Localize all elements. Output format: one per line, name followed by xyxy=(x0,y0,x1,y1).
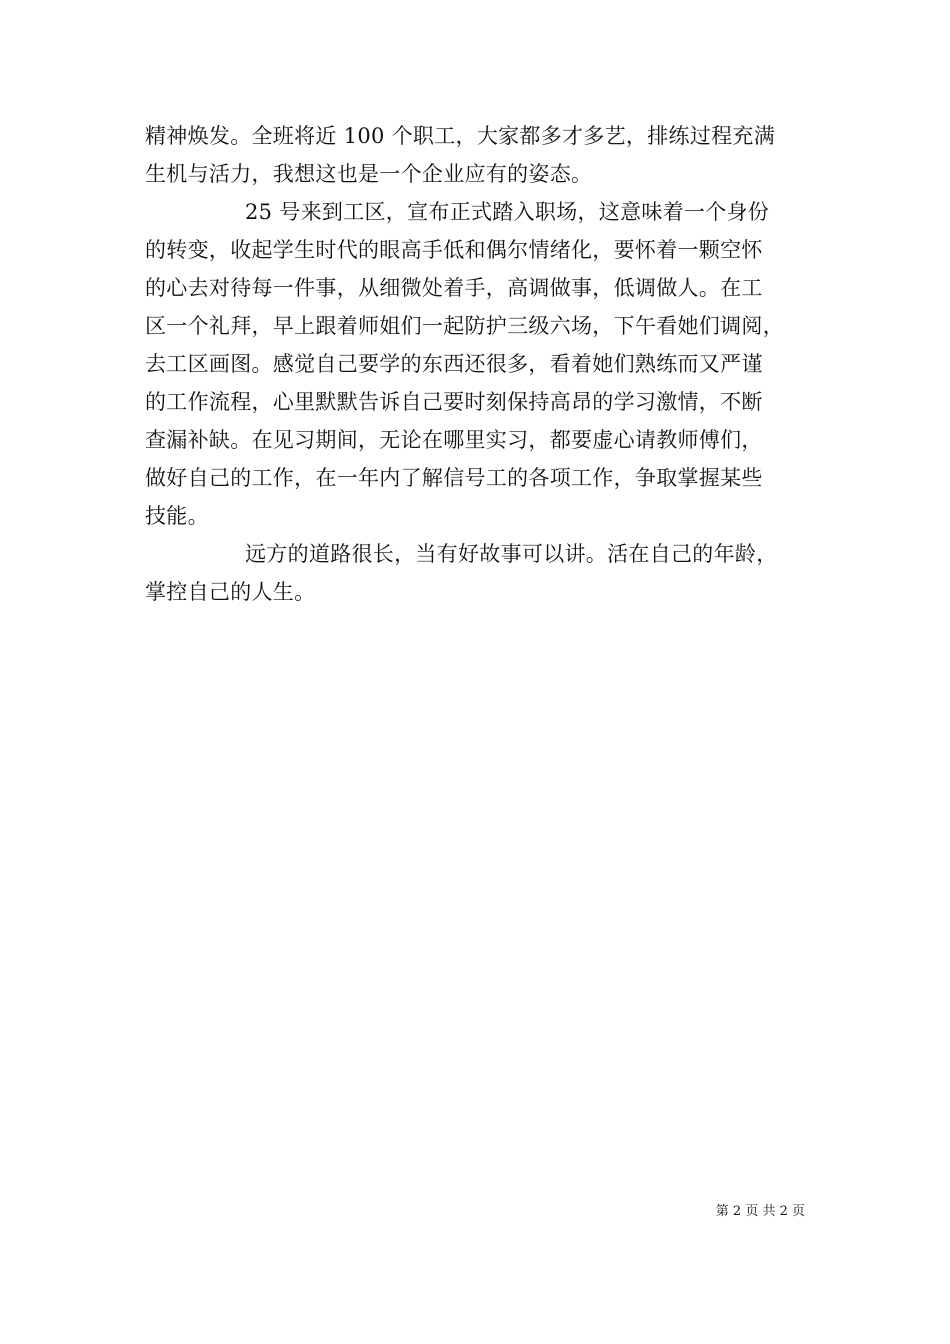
paragraph-line: 的心去对待每一件事，从细微处着手，高调做事，低调做人。在工 xyxy=(145,276,763,300)
paragraph-line: 精神焕发。全班将近 100 个职工，大家都多才多艺，排练过程充满 xyxy=(145,124,776,148)
paragraph-line: 的转变，收起学生时代的眼高手低和偶尔情绪化，要怀着一颗空怀 xyxy=(145,238,763,262)
paragraph-line: 技能。 xyxy=(145,504,209,528)
paragraph-line: 掌控自己的人生。 xyxy=(145,580,316,604)
paragraph-line: 25 号来到工区，宣布正式踏入职场，这意味着一个身份 xyxy=(245,200,770,224)
paragraph-line: 做好自己的工作，在一年内了解信号工的各项工作，争取掌握某些 xyxy=(145,466,763,490)
paragraph-line: 去工区画图。感觉自己要学的东西还很多，看着她们熟练而又严谨 xyxy=(145,352,763,376)
paragraph-line: 生机与活力，我想这也是一个企业应有的姿态。 xyxy=(145,162,593,186)
paragraph-line: 远方的道路很长，当有好故事可以讲。活在自己的年龄， xyxy=(245,542,778,566)
paragraph-line: 查漏补缺。在见习期间，无论在哪里实习，都要虚心请教师傅们， xyxy=(145,428,763,452)
paragraph-line: 的工作流程，心里默默告诉自己要时刻保持高昂的学习激情，不断 xyxy=(145,390,763,414)
page-number-footer: 第 2 页 共 2 页 xyxy=(715,1204,805,1219)
paragraph-line: 区一个礼拜，早上跟着师姐们一起防护三级六场，下午看她们调阅， xyxy=(145,314,784,338)
